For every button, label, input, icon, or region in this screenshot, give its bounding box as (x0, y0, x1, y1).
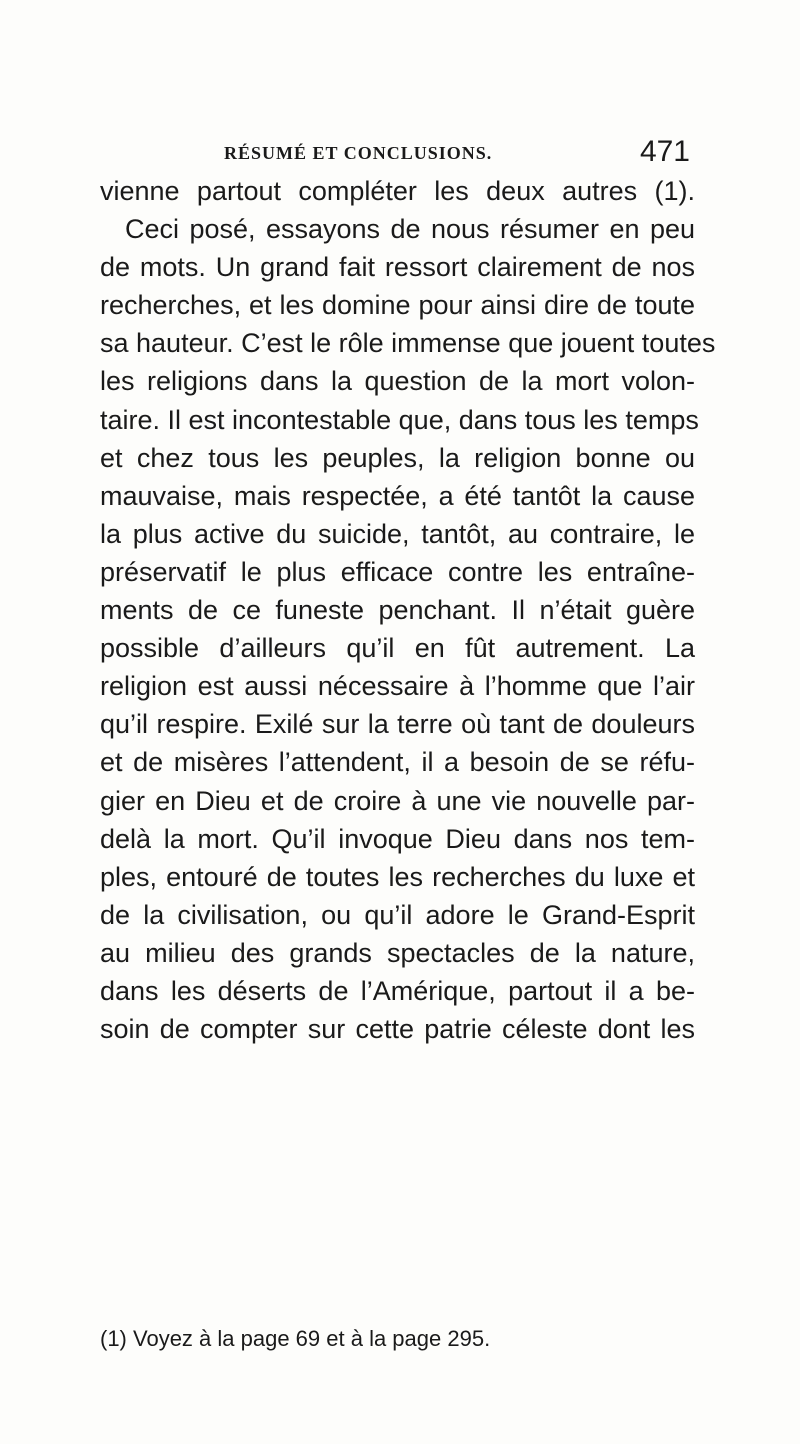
text-line: qu’il respire. Exilé sur la terre où tant de douleurs (100, 709, 695, 740)
text-line: religion est aussi nécessaire à l’homme que l’air (100, 671, 695, 702)
text-line: delà la mort. Qu’il invoque Dieu dans nos tem- (100, 823, 695, 854)
running-head (100, 135, 690, 169)
text-line: et de misères l’attendent, il a besoin de se réfu- (100, 747, 695, 778)
text-line: mauvaise, mais respectée, a été tantôt la cause (100, 480, 695, 511)
text-line: soin de compter sur cette patrie céleste dont les (100, 1014, 695, 1045)
text-line: possible d’ailleurs qu’il en fût autrement. La (100, 633, 695, 664)
footnote: (1) Voyez à la page 69 et à la page 295. (100, 1326, 491, 1351)
text-line: Ceci posé, essayons de nous résumer en peu (125, 214, 695, 245)
text-line: sa hauteur. C’est le rôle immense que jouent toutes (100, 328, 716, 359)
text-line: de la civilisation, ou qu’il adore le Grand-Esprit (100, 899, 695, 930)
text-line: recherches, et les domine pour ainsi dire de toute (100, 290, 695, 321)
text-line: ples, entouré de toutes les recherches du luxe et (100, 861, 695, 892)
text-line: de mots. Un grand fait ressort clairement de nos (100, 252, 695, 283)
text-line: les religions dans la question de la mort volon- (100, 366, 695, 397)
text-line: dans les déserts de l’Amérique, partout il a be- (100, 975, 695, 1006)
text-line: gier en Dieu et de croire à une vie nouvelle par- (100, 785, 695, 816)
text-line: au milieu des grands spectacles de la nature, (100, 937, 695, 968)
running-title: RÉSUMÉ ET CONCLUSIONS. (224, 143, 493, 163)
text-line: taire. Il est incontestable que, dans tous les temps (100, 404, 699, 435)
text-line: préservatif le plus efficace contre les entraîne- (100, 556, 695, 587)
body-text (100, 172, 716, 1048)
page-number: 471 (639, 135, 690, 168)
text-line: et chez tous les peuples, la religion bonne ou (100, 442, 695, 473)
text-line: vienne partout compléter les deux autres (1). (100, 176, 695, 206)
text-line: ments de ce funeste penchant. Il n’était guère (100, 595, 695, 626)
text-line: la plus active du suicide, tantôt, au contraire, le (100, 518, 695, 549)
